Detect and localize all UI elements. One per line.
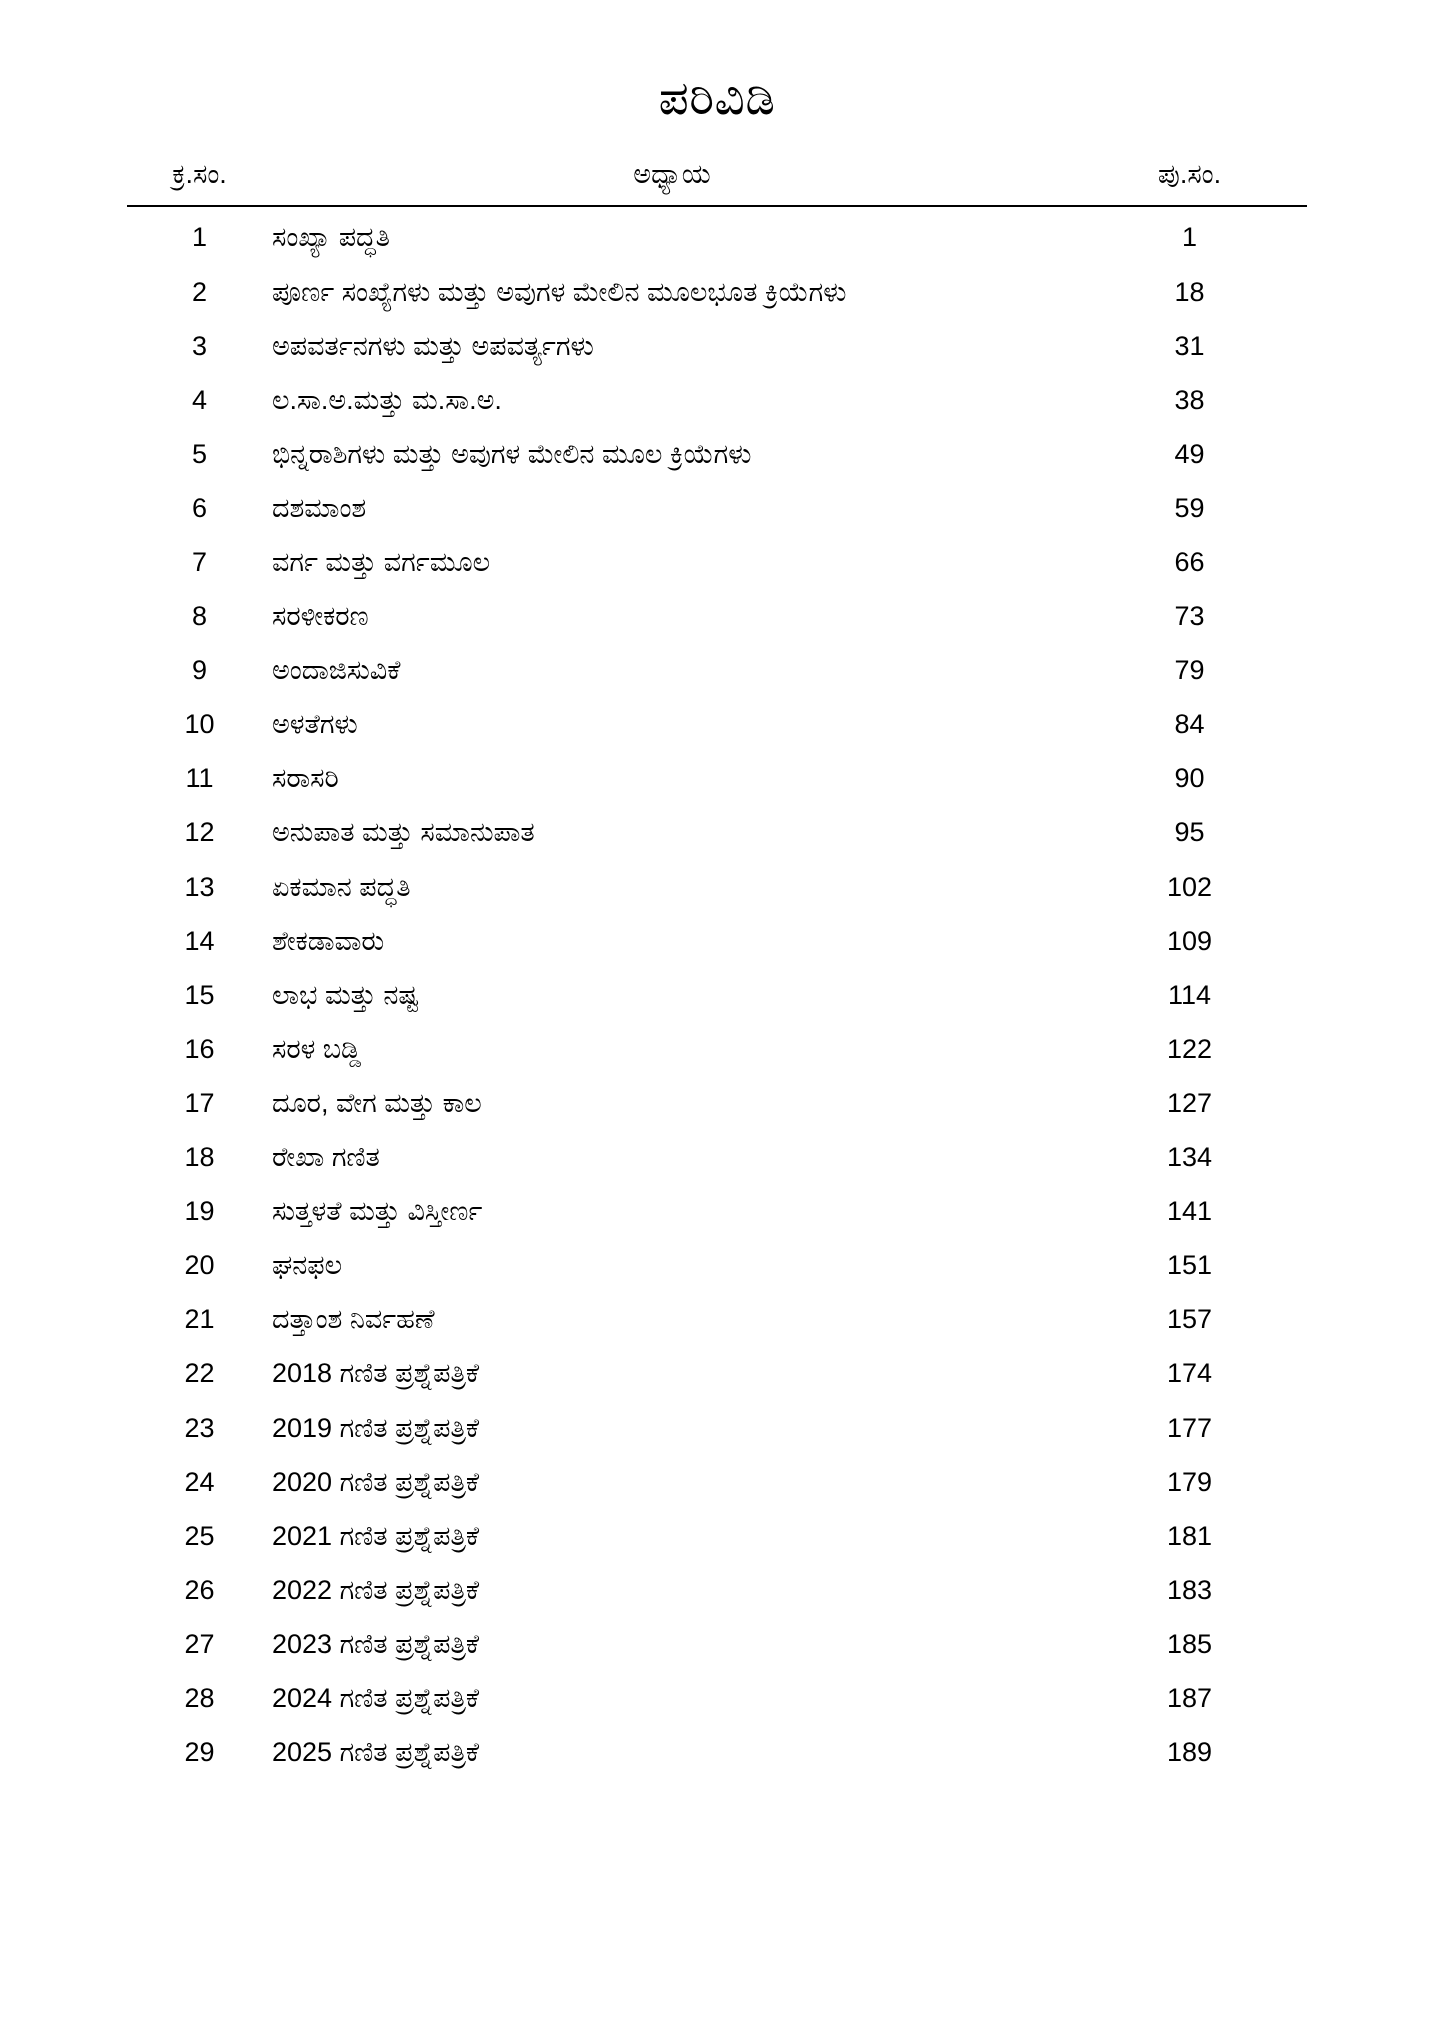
cell-page-number: 151 (1166, 1250, 1213, 1281)
cell-page-number: 174 (1166, 1358, 1213, 1389)
table-row[interactable] (127, 1293, 1307, 1347)
table-row[interactable] (127, 1401, 1307, 1455)
toc-table-body (127, 206, 1307, 1779)
cell-page-number: 122 (1166, 1033, 1213, 1064)
cell-chapter-title: ಅಳತೆಗಳು (272, 709, 358, 740)
cell-page-number: 90 (1174, 763, 1205, 794)
cell-page-number: 134 (1166, 1142, 1213, 1173)
cell-serial: 7 (191, 547, 208, 577)
cell-serial: 6 (191, 492, 208, 523)
toc-table-header (127, 156, 1307, 207)
table-row[interactable] (127, 1022, 1307, 1076)
table-row[interactable] (127, 206, 1307, 265)
cell-page-number: 102 (1166, 871, 1213, 902)
cell-page-number: 1 (1181, 222, 1198, 253)
cell-serial: 4 (191, 384, 208, 415)
cell-page-number: 31 (1174, 330, 1205, 361)
table-row[interactable] (127, 265, 1307, 319)
column-header-serial: ಕ್ರ.ಸಂ. (127, 156, 272, 207)
cell-chapter-title: 2018 ಗಣಿತ ಪ್ರಶ್ನೆಪತ್ರಿಕೆ (272, 1358, 480, 1389)
cell-serial: 22 (184, 1358, 215, 1389)
cell-page-number: 49 (1174, 438, 1205, 469)
cell-chapter-title: ಸರಳ ಬಡ್ಡಿ (272, 1033, 362, 1064)
cell-serial: 16 (184, 1033, 215, 1064)
cell-chapter-title: ಘನಫಲ (272, 1250, 343, 1281)
page-title: ಪರಿವಿಡಿ (658, 71, 776, 124)
table-row[interactable] (127, 427, 1307, 481)
cell-page-number: 179 (1166, 1466, 1213, 1497)
cell-serial: 21 (184, 1304, 215, 1335)
table-row[interactable] (127, 644, 1307, 698)
cell-chapter-title: ದೂರ, ವೇಗ ಮತ್ತು ಕಾಲ (272, 1087, 482, 1118)
cell-chapter-title: ಲ.ಸಾ.ಅ.ಮತ್ತು ಮ.ಸಾ.ಅ. (272, 384, 502, 415)
cell-serial: 1 (191, 222, 208, 253)
cell-chapter-title: ಲಾಭ ಮತ್ತು ನಷ್ಟ (272, 979, 419, 1010)
table-row[interactable] (127, 1131, 1307, 1185)
table-row[interactable] (127, 1347, 1307, 1401)
cell-page-number: 185 (1166, 1628, 1213, 1659)
cell-chapter-title: ದಶಮಾಂಶ (272, 492, 367, 523)
cell-chapter-title: ಸರಳೀಕರಣ (272, 601, 369, 632)
cell-page-number: 177 (1166, 1412, 1213, 1443)
cell-page-number: 95 (1174, 817, 1205, 848)
cell-serial: 8 (191, 601, 208, 632)
cell-page-number: 181 (1166, 1520, 1213, 1551)
cell-chapter-title: ಭಿನ್ನರಾಶಿಗಳು ಮತ್ತು ಅವುಗಳ ಮೇಲಿನ ಮೂಲ ಕ್ರಿಯೆಗಳು (272, 438, 752, 469)
table-of-contents (127, 124, 1307, 1780)
cell-chapter-title: 2022 ಗಣಿತ ಪ್ರಶ್ನೆಪತ್ರಿಕೆ (272, 1574, 480, 1605)
cell-page-number: 79 (1174, 655, 1205, 686)
cell-chapter-title: 2020 ಗಣಿತ ಪ್ರಶ್ನೆಪತ್ರಿಕೆ (272, 1466, 480, 1497)
table-row[interactable] (127, 481, 1307, 535)
cell-chapter-title: ಅಪವರ್ತನಗಳು ಮತ್ತು ಅಪವರ್ತ್ಯಗಳು (272, 330, 594, 361)
cell-chapter-title: 2019 ಗಣಿತ ಪ್ರಶ್ನೆಪತ್ರಿಕೆ (272, 1412, 480, 1443)
cell-page-number: 141 (1166, 1196, 1213, 1227)
cell-serial: 20 (184, 1250, 215, 1281)
cell-chapter-title: ಅಂದಾಜಿಸುವಿಕೆ (272, 655, 401, 686)
cell-serial: 2 (191, 276, 208, 307)
cell-serial: 24 (184, 1466, 215, 1497)
cell-page-number: 109 (1166, 925, 1213, 956)
table-row[interactable] (127, 860, 1307, 914)
cell-page-number: 187 (1166, 1682, 1213, 1713)
column-header-chapter: ಅಧ್ಯಾಯ (272, 156, 1072, 207)
cell-page-number: 59 (1174, 492, 1205, 523)
table-row[interactable] (127, 1455, 1307, 1509)
table-row[interactable] (127, 914, 1307, 968)
cell-chapter-title: 2023 ಗಣಿತ ಪ್ರಶ್ನೆಪತ್ರಿಕೆ (272, 1628, 480, 1659)
cell-chapter-title: ಶೇಕಡಾವಾರು (272, 925, 385, 956)
cell-serial: 14 (184, 925, 215, 956)
cell-chapter-title: ಸಂಖ್ಯಾ ಪದ್ಧತಿ (272, 222, 390, 253)
cell-chapter-title: ಸುತ್ತಳತೆ ಮತ್ತು ವಿಸ್ತೀರ್ಣ (272, 1196, 483, 1227)
table-row[interactable] (127, 752, 1307, 806)
table-row[interactable] (127, 1239, 1307, 1293)
table-row[interactable] (127, 1563, 1307, 1617)
table-header-row (127, 156, 1307, 207)
cell-serial: 19 (184, 1196, 215, 1227)
cell-serial: 23 (184, 1412, 215, 1443)
cell-serial: 13 (184, 871, 215, 902)
table-row[interactable] (127, 698, 1307, 752)
cell-serial: 15 (184, 979, 215, 1010)
cell-page-number: 66 (1174, 547, 1205, 577)
cell-page-number: 189 (1166, 1737, 1213, 1768)
table-row[interactable] (127, 373, 1307, 427)
cell-chapter-title: ದತ್ತಾಂಶ ನಿರ್ವಹಣೆ (272, 1304, 435, 1335)
cell-chapter-title: ಪೂರ್ಣ ಸಂಖ್ಯೆಗಳು ಮತ್ತು ಅವುಗಳ ಮೇಲಿನ ಮೂಲಭೂತ ಕ್ರಿಯೆಗಳು (272, 276, 847, 307)
cell-serial: 3 (191, 330, 208, 361)
cell-chapter-title: 2021 ಗಣಿತ ಪ್ರಶ್ನೆಪತ್ರಿಕೆ (272, 1520, 480, 1551)
table-row[interactable] (127, 1509, 1307, 1563)
cell-serial: 11 (185, 763, 214, 794)
cell-serial: 28 (184, 1682, 215, 1713)
cell-page-number: 127 (1166, 1087, 1213, 1118)
cell-chapter-title: ಏಕಮಾನ ಪದ್ಧತಿ (272, 871, 411, 902)
cell-serial: 9 (191, 655, 208, 686)
table-row[interactable] (127, 1617, 1307, 1671)
cell-page-number: 84 (1174, 709, 1205, 740)
cell-page-number: 38 (1174, 384, 1205, 415)
cell-serial: 29 (184, 1737, 215, 1768)
toc-table (127, 156, 1307, 1780)
table-row[interactable] (127, 1726, 1307, 1780)
cell-page-number: 73 (1174, 601, 1205, 632)
cell-page-number: 183 (1166, 1574, 1213, 1605)
cell-chapter-title: 2025 ಗಣಿತ ಪ್ರಶ್ನೆಪತ್ರಿಕೆ (272, 1737, 480, 1768)
cell-page-number: 18 (1174, 276, 1205, 307)
cell-serial: 27 (184, 1628, 215, 1659)
cell-serial: 17 (184, 1087, 215, 1118)
cell-serial: 18 (184, 1142, 215, 1173)
table-row[interactable] (127, 1185, 1307, 1239)
cell-serial: 25 (184, 1520, 215, 1551)
cell-page-number: 157 (1166, 1304, 1213, 1335)
cell-chapter-title: ಸರಾಸರಿ (272, 763, 339, 794)
cell-chapter-title: ರೇಖಾ ಗಣಿತ (272, 1142, 380, 1173)
cell-chapter-title: ವರ್ಗ ಮತ್ತು ವರ್ಗಮೂಲ (272, 547, 491, 577)
table-row[interactable] (127, 1076, 1307, 1130)
cell-chapter-title: 2024 ಗಣಿತ ಪ್ರಶ್ನೆಪತ್ರಿಕೆ (272, 1682, 480, 1713)
cell-serial: 5 (191, 438, 208, 469)
table-row[interactable] (127, 806, 1307, 860)
cell-page-number: 114 (1167, 979, 1212, 1010)
cell-serial: 10 (184, 709, 215, 740)
column-header-page: ಪು.ಸಂ. (1072, 156, 1307, 207)
table-row[interactable] (127, 1671, 1307, 1725)
cell-serial: 26 (184, 1574, 215, 1605)
cell-chapter-title: ಅನುಪಾತ ಮತ್ತು ಸಮಾನುಪಾತ (272, 817, 535, 848)
table-row[interactable] (127, 536, 1307, 590)
table-row[interactable] (127, 319, 1307, 373)
table-row[interactable] (127, 968, 1307, 1022)
table-row[interactable] (127, 590, 1307, 644)
cell-serial: 12 (184, 817, 215, 848)
